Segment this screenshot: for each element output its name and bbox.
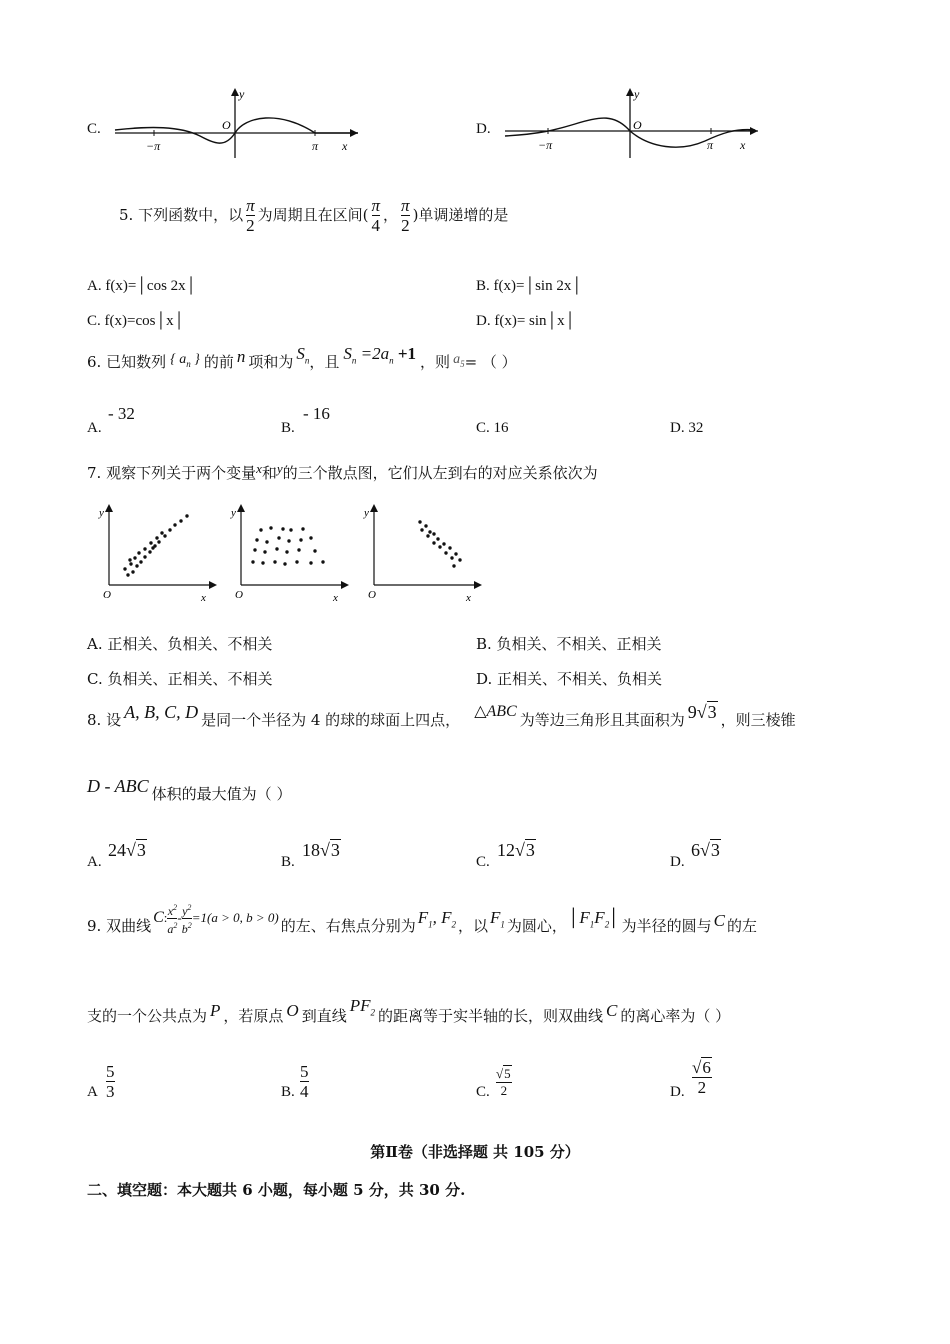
y-axis-label: y <box>99 507 104 519</box>
option-c-label[interactable]: C. <box>87 121 101 137</box>
x-axis-label: x <box>740 138 746 152</box>
q8-option-b-label[interactable]: B. <box>281 854 295 870</box>
origin-label: O <box>368 589 376 601</box>
origin-label: O <box>633 118 642 132</box>
q8-option-a-label[interactable]: A. <box>87 854 102 870</box>
question-9-line2: 支的一个公共点为 P ，若原点 O 到直线 $PF_2$ 的距离等于实半轴的长，则双曲线 C 的离心率为（ ） <box>87 995 731 1025</box>
q6-option-d[interactable]: D. 32 <box>670 420 704 436</box>
q8-option-c-value: 12√3 <box>497 840 535 860</box>
hyperbola-equation: C : $\frac{x^2}{a^2}$ - $\frac{y^2}{b^2}$ =1(a > 0, b > 0) <box>153 902 279 936</box>
part-2-title: 第Ⅱ卷（非选择题 共 105 分） <box>370 1143 580 1161</box>
q8-option-b-value: 18√3 <box>302 840 340 860</box>
y-axis-label: y <box>364 507 369 519</box>
q8-option-a-value: 24√3 <box>108 840 146 860</box>
option-d-label[interactable]: D. <box>476 121 491 137</box>
x-axis-label: x <box>333 592 338 604</box>
scatter-plot-2 <box>227 500 357 605</box>
q8-option-d-value: 6√3 <box>691 840 720 860</box>
q9-option-c-label[interactable]: C. <box>476 1084 490 1100</box>
q6-option-c[interactable]: C. 16 <box>476 420 509 436</box>
q9-option-d-label[interactable]: D. <box>670 1084 685 1100</box>
y-axis-label: y <box>231 507 236 519</box>
graph-option-d <box>500 86 765 161</box>
origin-label: O <box>222 118 231 132</box>
y-axis-label: y <box>634 87 640 101</box>
q9-option-a-value: 5 3 <box>106 1062 115 1101</box>
q5-option-a[interactable]: A. f(x)=│cos 2x│ <box>87 278 197 294</box>
scatter-plot-1 <box>95 500 225 605</box>
q9-option-d-value: √6 2 <box>692 1058 711 1097</box>
q7-option-c[interactable]: C. 负相关、正相关、不相关 <box>87 670 273 688</box>
q6-option-a-label[interactable]: A. <box>87 420 102 436</box>
x-axis-label: x <box>201 592 206 604</box>
q9-option-c-value: √5 2 <box>496 1066 511 1098</box>
q5-option-d[interactable]: D. f(x)= sin│x│ <box>476 313 576 329</box>
section-heading: 二、填空题：本大题共 6 小题，每小题 5 分，共 30 分. <box>87 1181 466 1199</box>
origin-label: O <box>235 589 243 601</box>
question-7-stem: 7. 观察下列关于两个变量x和y的三个散点图，它们从左到右的对应关系依次为 <box>87 461 598 482</box>
fraction-pi-over-4: $\frac{\pi}{4}$ <box>371 195 381 235</box>
q7-option-d[interactable]: D. 正相关、不相关、负相关 <box>476 670 663 688</box>
pi-label: π <box>707 138 714 152</box>
question-6-stem: 6. 已知数列 { $a_n$ } 的前 n 项和为 $S_n$ ，且 $S_n =2a_n +1$ ，则 $a_5$ = （ ） <box>87 343 517 371</box>
sum-equation: $S_n =2a_n +1$ <box>343 343 417 366</box>
x-axis-label: x <box>466 592 471 604</box>
question-5-stem: 5. 下列函数中，以 $\frac{\pi}{2}$ 为周期且在区间( $\frac{\pi}{4}$ ， $\frac{\pi}{2}$ )单调递增的是 <box>119 195 509 235</box>
q6-option-a-value: - 32 <box>108 404 135 423</box>
q9-option-b-value: 5 4 <box>300 1062 309 1101</box>
q5-option-c[interactable]: C. f(x)=cos│x│ <box>87 313 185 329</box>
q7-option-a[interactable]: A. 正相关、负相关、不相关 <box>87 635 273 653</box>
q8-option-d-label[interactable]: D. <box>670 854 685 870</box>
neg-pi-label: −π <box>538 138 553 152</box>
question-9-stem: 9. 双曲线 C : $\frac{x^2}{a^2}$ - $\frac{y^2}{b^2}$ =1(a > 0, b > 0) 的左、右焦点分别为 $F_1$, $F_2$ ，以 $F_1$ 为圆心， $│F_1F_2│$ 为半径的圆与 C 的左 <box>87 902 758 936</box>
question-8-line2: D - ABC 体积的最大值为（ ） <box>87 776 292 803</box>
q7-option-b[interactable]: B. 负相关、不相关、正相关 <box>476 635 662 653</box>
scatter-plot-3 <box>360 500 490 605</box>
graph-option-c <box>110 86 370 161</box>
fraction-pi-over-2: $\frac{\pi}{2}$ <box>401 195 410 235</box>
q5-option-b[interactable]: B. f(x)=│sin 2x│ <box>476 278 582 294</box>
pi-label: π <box>312 139 319 153</box>
neg-pi-label: −π <box>146 139 161 153</box>
q6-option-b-value: - 16 <box>303 404 330 423</box>
q6-option-b-label[interactable]: B. <box>281 420 295 436</box>
question-8-stem: 8. 设 A, B, C, D 是同一个半径为 4 的球的球面上四点， △ABC 为等边三角形且其面积为 9√3 ，则三棱锥 <box>87 702 796 729</box>
x-axis-label: x <box>342 139 348 153</box>
q9-option-b-label[interactable]: B. <box>281 1084 295 1100</box>
origin-label: O <box>103 589 111 601</box>
q9-option-a-label[interactable]: A <box>87 1084 98 1100</box>
fraction-pi-over-2: $\frac{\pi}{2}$ <box>246 195 255 235</box>
y-axis-label: y <box>239 87 245 101</box>
q8-option-c-label[interactable]: C. <box>476 854 490 870</box>
